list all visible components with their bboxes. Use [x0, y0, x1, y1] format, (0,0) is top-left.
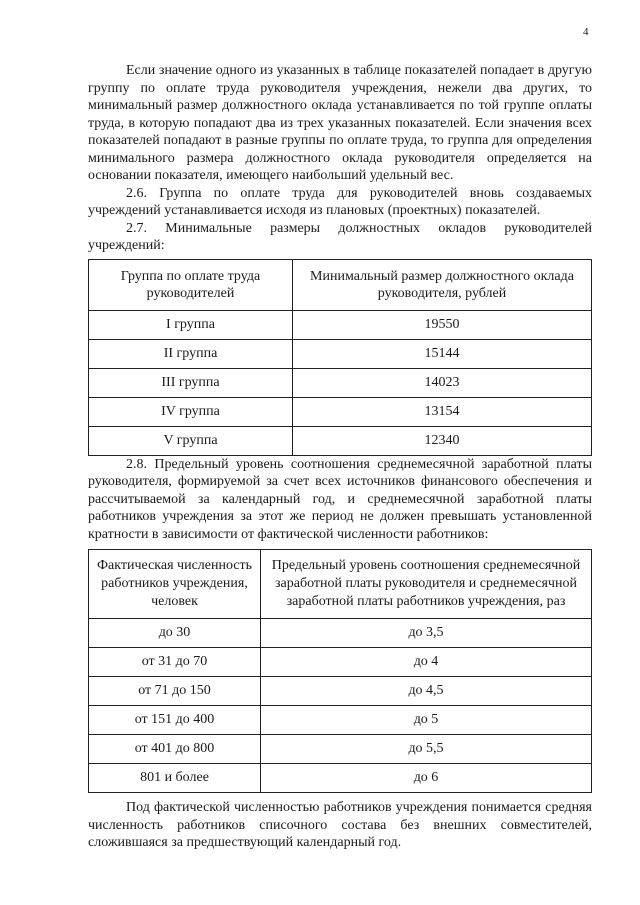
salary-table	[88, 259, 592, 456]
paragraph-group-rule: Если значение одного из указанных в таблице показателей попадает в другую группу по оплате труда руководителя учреждения, нежели два других, то минимальный размер должностного оклада устанавливается по той группе оплаты труда, в которую попадают два из трех указанных показателей. Если значения всех показателей попадают в разные группы по оплате труда, то группа для определения минимального размера должностного оклада руководителя определяется на основании показателя, имеющего наибольший удельный вес.	[88, 63, 592, 183]
table-header-row	[89, 550, 592, 619]
table-cell: II группа	[89, 339, 293, 368]
table-cell: III группа	[89, 368, 293, 397]
table-cell: 12340	[293, 426, 592, 455]
table-cell: V группа	[89, 426, 293, 455]
table-cell: 801 и более	[89, 764, 261, 793]
table-cell: от 401 до 800	[89, 735, 261, 764]
table-cell: I группа	[89, 310, 293, 339]
table-cell: до 4	[261, 648, 592, 677]
table-cell: до 30	[89, 619, 261, 648]
table-cell: от 151 до 400	[89, 706, 261, 735]
paragraph-2-6: 2.6. Группа по оплате труда для руководителей вновь создаваемых учреждений устанавливается исходя из плановых (проектных) показателей.	[88, 185, 592, 218]
table-row	[89, 735, 592, 764]
page-number: 4	[583, 26, 589, 38]
table-cell: до 5,5	[261, 735, 592, 764]
table-cell: 15144	[293, 339, 592, 368]
table-row	[89, 426, 592, 455]
table-header-row	[89, 259, 592, 310]
document-body	[88, 62, 592, 852]
table-row	[89, 764, 592, 793]
table-row	[89, 339, 592, 368]
table-cell: 13154	[293, 397, 592, 426]
table-cell: 14023	[293, 368, 592, 397]
paragraph-headcount-definition: Под фактической численностью работников учреждения понимается средняя численность работников списочного состава без внешних совместителей, сложившаяся за предшествующий календарный год.	[88, 800, 592, 850]
table-row	[89, 368, 592, 397]
table-header-cell: Предельный уровень соотношения среднемесячной заработной платы руководителя и среднемесячной заработной платы работников учреждения, раз	[261, 550, 592, 619]
table-cell: от 71 до 150	[89, 677, 261, 706]
table-cell: до 3,5	[261, 619, 592, 648]
table-cell: от 31 до 70	[89, 648, 261, 677]
table-row	[89, 648, 592, 677]
table-row	[89, 397, 592, 426]
table-cell: до 5	[261, 706, 592, 735]
table-row	[89, 677, 592, 706]
table-row	[89, 310, 592, 339]
paragraph-2-8: 2.8. Предельный уровень соотношения среднемесячной заработной платы руководителя, формируемой за счет всех источников финансового обеспечения и рассчитываемой за календарный год, и среднемесячной заработной платы работников учреждения за этот же период не должен превышать установленной кратности в зависимости от фактической численности работников:	[88, 456, 592, 542]
table-header-cell: Минимальный размер должностного оклада руководителя, рублей	[293, 259, 592, 310]
paragraph-2-7: 2.7. Минимальные размеры должностных окладов руководителей учреждений:	[88, 220, 592, 253]
table-header-cell: Группа по оплате труда руководителей	[89, 259, 293, 310]
ratio-table	[88, 549, 592, 793]
table-cell: до 6	[261, 764, 592, 793]
table-cell: до 4,5	[261, 677, 592, 706]
table-row	[89, 706, 592, 735]
table-cell: IV группа	[89, 397, 293, 426]
table-row	[89, 619, 592, 648]
table-cell: 19550	[293, 310, 592, 339]
table-header-cell: Фактическая численность работников учреждения, человек	[89, 550, 261, 619]
